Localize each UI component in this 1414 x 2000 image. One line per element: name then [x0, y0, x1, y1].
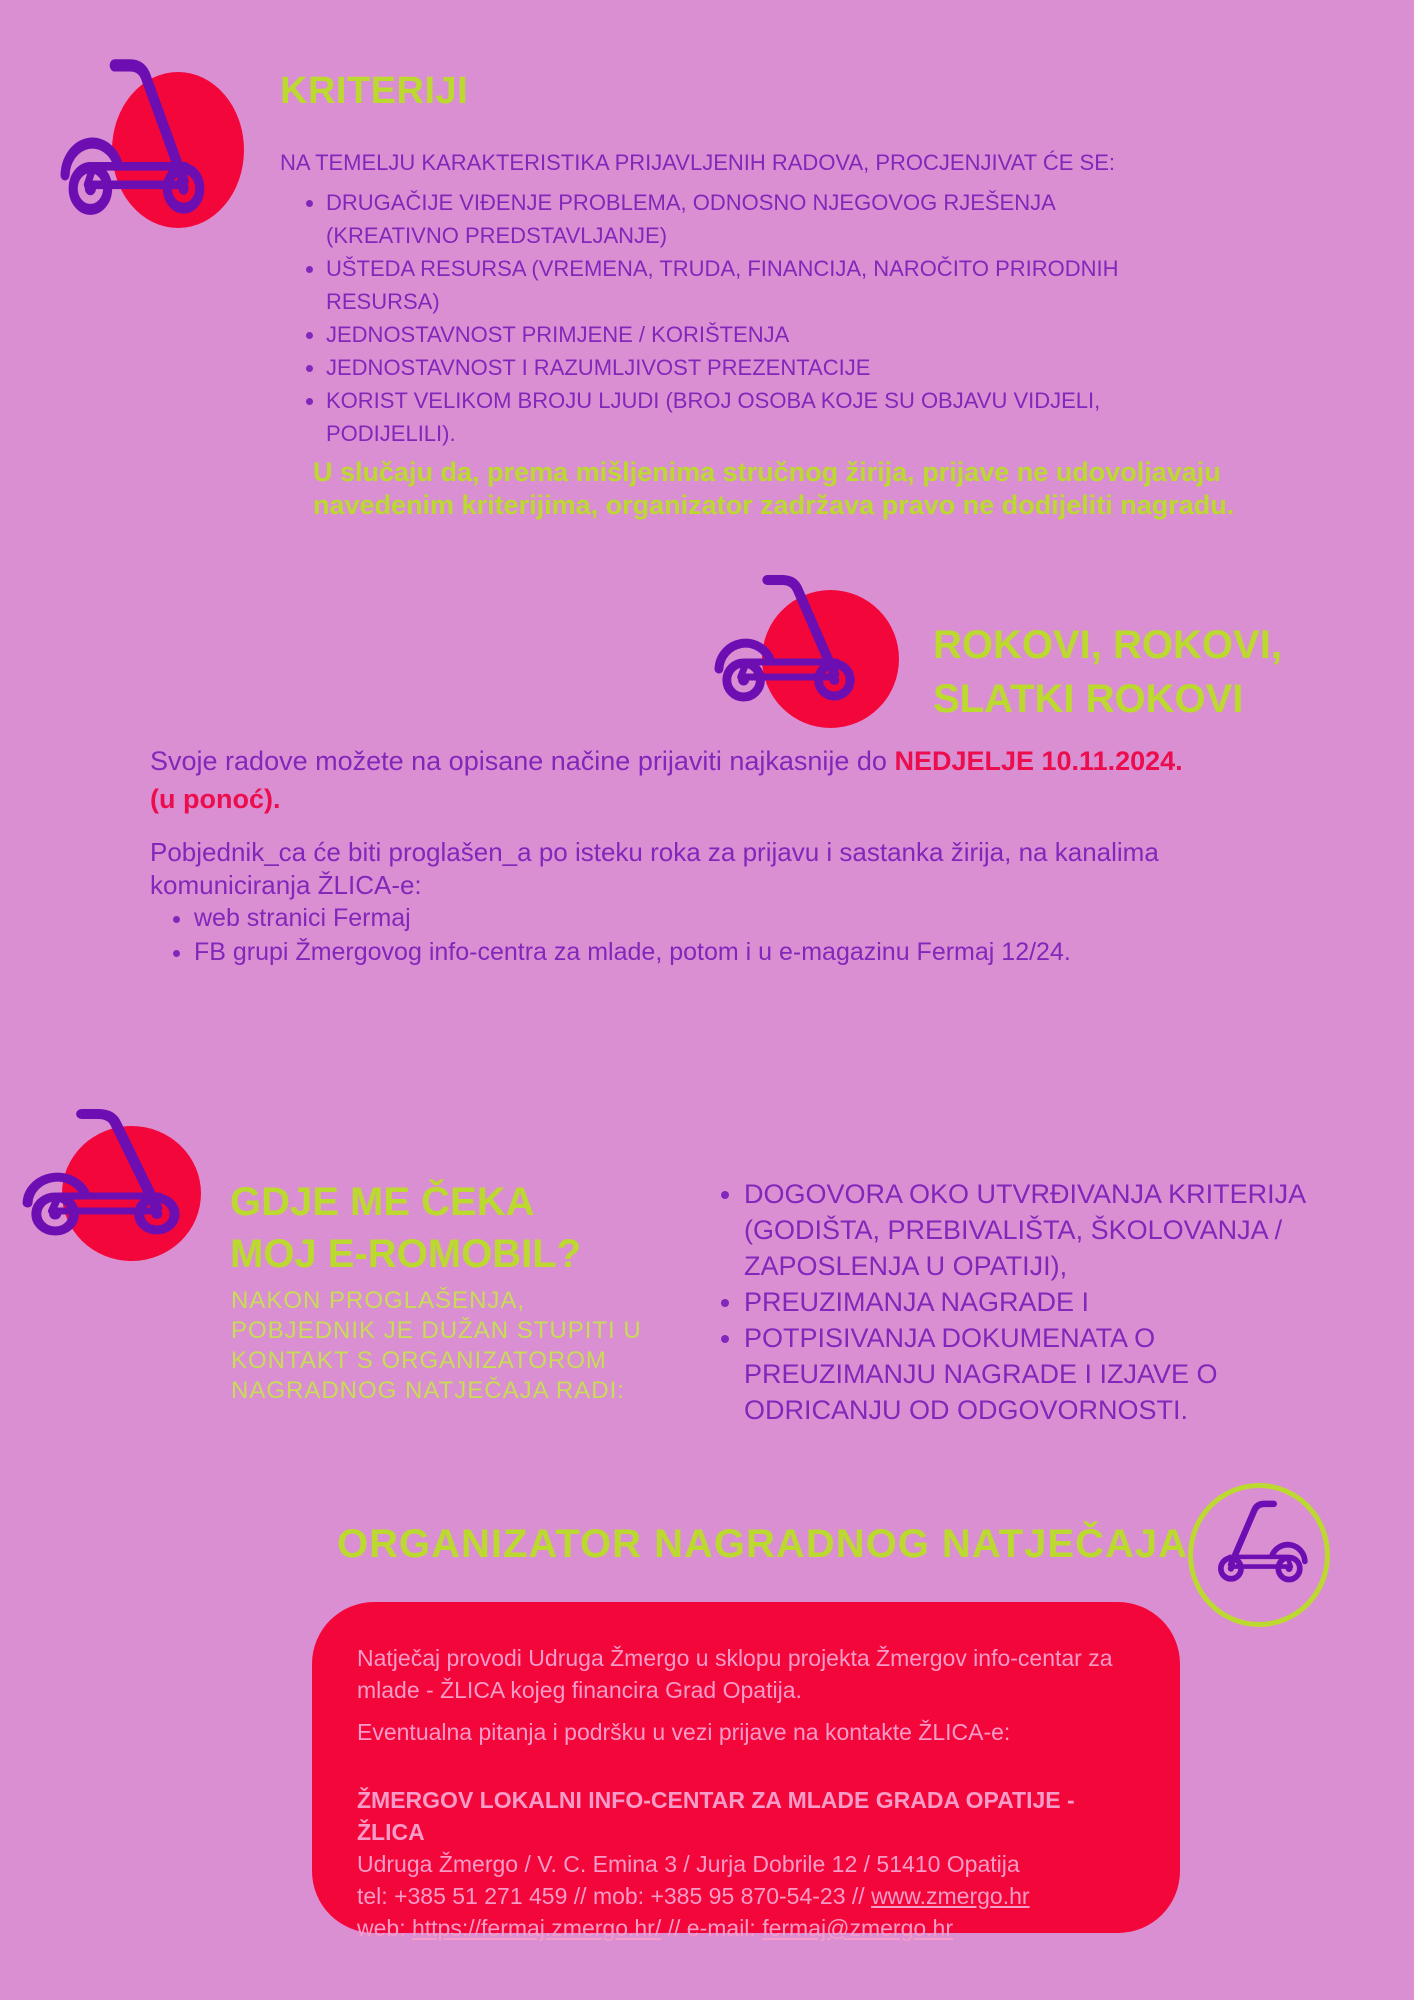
list-item: • DOGOVORA OKO UTVRĐIVANJA KRITERIJA (GODIŠTA, PREBIVALIŠTA, ŠKOLOVANJA / ZAPOSLENJA U OPATIJI),	[744, 1176, 1344, 1284]
fermaj-website-link[interactable]: https://fermaj.zmergo.hr/	[411, 1915, 662, 1941]
kick-scooter-icon	[22, 1108, 190, 1238]
list-item: • JEDNOSTAVNOST I RAZUMLJIVOST PREZENTACIJE	[326, 351, 1126, 384]
rokovi-title	[933, 618, 1282, 726]
eromobil-subtitle-line: KONTAKT S ORGANIZATOROM	[231, 1347, 607, 1374]
jury-note	[313, 456, 1234, 522]
phone-line	[357, 1880, 1135, 1912]
jury-note-line: navedenim kriterijima, organizator zadržava pravo ne dodijeliti nagradu.	[313, 490, 1235, 520]
email-label: // e-mail:	[661, 1915, 763, 1941]
eromobil-bullet-list	[718, 1176, 1344, 1428]
deadline-text	[150, 742, 1183, 780]
deadline-prefix: Svoje radove možete na opisane načine prijaviti najkasnije do	[150, 746, 895, 776]
eromobil-title-line: MOJ E-ROMOBIL?	[230, 1232, 582, 1276]
eromobil-subtitle-line: NAGRADNOG NATJEČAJA RADI:	[231, 1377, 625, 1404]
eromobil-subtitle-line: NAKON PROGLAŠENJA,	[231, 1287, 526, 1314]
email-link[interactable]: fermaj@zmergo.hr	[762, 1915, 953, 1941]
info-paragraph: Natječaj provodi Udruga Žmergo u sklopu projekta Žmergov info-centar za mlade - ŽLICA kojeg financira Grad Opatija.	[357, 1645, 1113, 1703]
rokovi-title-line: SLATKI ROKOVI	[933, 677, 1244, 721]
announcement-channels-list	[168, 903, 1254, 971]
organization-name: ŽMERGOV LOKALNI INFO-CENTAR ZA MLADE GRADA OPATIJE - ŽLICA	[357, 1787, 1075, 1845]
eromobil-title	[230, 1176, 581, 1280]
winner-announcement-text: Pobjednik_ca će biti proglašen_a po isteku roka za prijavu i sastanka žirija, na kanalima komuniciranja ŽLICA-e:	[150, 837, 1159, 900]
contact-details	[357, 1784, 1135, 1944]
contact-info-box	[312, 1602, 1180, 1941]
list-item: • POTPISIVANJA DOKUMENATA O PREUZIMANJU NAGRADE I IZJAVE O ODRICANJU OD ODGOVORNOSTI.	[744, 1320, 1344, 1428]
kick-scooter-icon	[60, 58, 214, 218]
list-item: • FB grupi Žmergovog info-centra za mlade, potom i u e-magazinu Fermaj 12/24.	[194, 937, 1254, 967]
list-item: • DRUGAČIJE VIĐENJE PROBLEMA, ODNOSNO NJEGOVOG RJEŠENJA (KREATIVNO PREDSTAVLJANJE)	[326, 186, 1126, 252]
kriteriji-intro: NA TEMELJU KARAKTERISTIKA PRIJAVLJENIH RADOVA, PROCJENJIVAT ĆE SE:	[280, 150, 1115, 175]
rokovi-title-line: ROKOVI, ROKOVI,	[933, 623, 1282, 667]
info-paragraph: Eventualna pitanja i podršku u vezi prijave na kontakte ŽLICA-e:	[357, 1719, 1011, 1745]
list-item: • web stranici Fermaj	[194, 903, 1254, 933]
web-label: web:	[357, 1915, 412, 1941]
list-item: • KORIST VELIKOM BROJU LJUDI (BROJ OSOBA KOJE SU OBJAVU VIDJELI, PODIJELILI).	[326, 384, 1126, 450]
deadline-note: (u ponoć).	[150, 784, 281, 814]
deadline-date: NEDJELJE 10.11.2024.	[894, 746, 1183, 776]
organization-address: Udruga Žmergo / V. C. Emina 3 / Jurja Dobrile 12 / 51410 Opatija	[357, 1851, 1020, 1877]
web-line	[357, 1912, 1135, 1944]
phone-numbers: tel: +385 51 271 459 // mob: +385 95 870-54-23 //	[357, 1883, 872, 1909]
eromobil-subtitle-line: POBJEDNIK JE DUŽAN STUPITI U	[231, 1317, 642, 1344]
list-item: • PREUZIMANJA NAGRADE I	[744, 1284, 1344, 1320]
kick-scooter-icon	[1212, 1500, 1308, 1584]
kriteriji-bullet-list	[300, 186, 1126, 450]
organizator-title: ORGANIZATOR NAGRADNOG NATJEČAJA	[336, 1522, 1189, 1566]
kick-scooter-icon	[714, 574, 864, 704]
list-item: • UŠTEDA RESURSA (VREMENA, TRUDA, FINANCIJA, NAROČITO PRIRODNIH RESURSA)	[326, 252, 1126, 318]
website-link[interactable]: www.zmergo.hr	[871, 1883, 1030, 1909]
jury-note-line: U slučaju da, prema mišljenima stručnog žirija, prijave ne udovoljavaju	[313, 457, 1221, 487]
list-item: • JEDNOSTAVNOST PRIMJENE / KORIŠTENJA	[326, 318, 1126, 351]
eromobil-subtitle	[231, 1286, 701, 1406]
kriteriji-title: KRITERIJI	[280, 70, 469, 112]
eromobil-title-line: GDJE ME ČEKA	[230, 1180, 535, 1224]
